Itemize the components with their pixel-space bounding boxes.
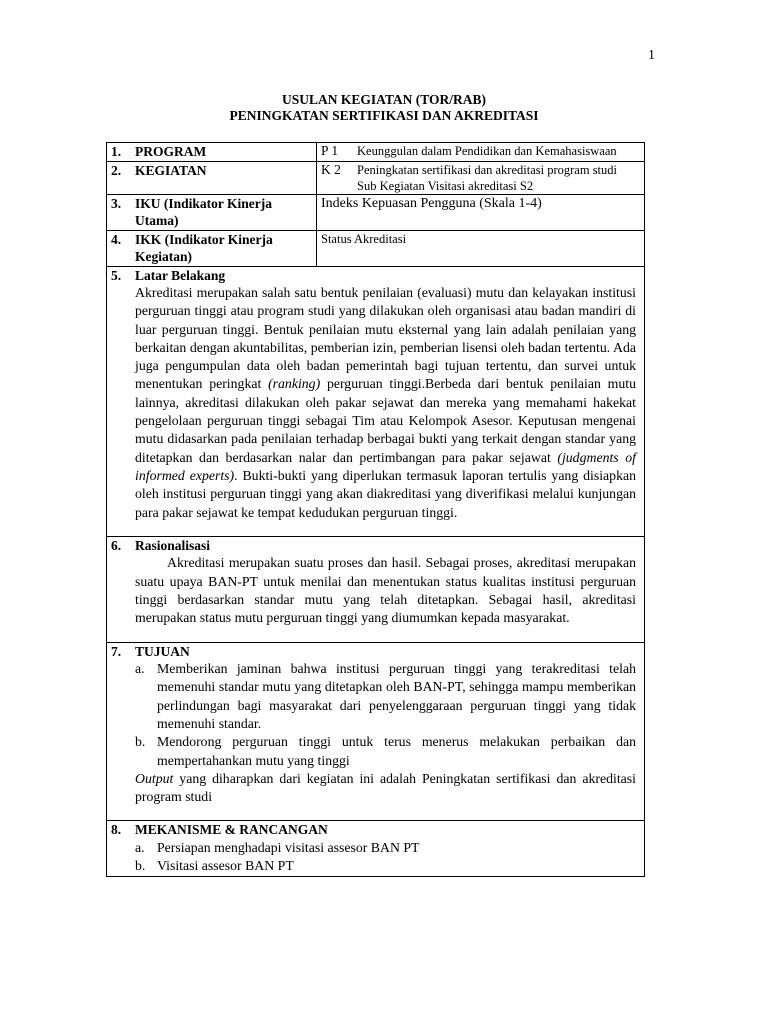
list-item: a. Memberikan jaminan bahwa institusi perguruan tinggi yang terakreditasi telah memenuhi standar mutu yang ditetapkan oleh BAN-PT, sehingga mampu memberikan perlindungan bagi masyarakat dari penyelenggaraan perguruan tinggi yang tidak memenuhi standar. [135, 661, 636, 731]
row-label: PROGRAM [135, 144, 207, 159]
row-number: 3. [111, 195, 122, 211]
title-line-2: PENINGKATAN SERTIFIKASI DAN AKREDITASI [229, 108, 539, 123]
list-item: b. Visitasi assesor BAN PT [135, 858, 294, 874]
row-label: KEGIATAN [135, 162, 207, 178]
row-label: IKK (Indikator Kinerja Kegiatan) [135, 231, 273, 264]
section-mekanisme [107, 821, 645, 876]
row-number: 4. [111, 231, 122, 247]
row-number: 1. [111, 144, 122, 159]
row-kegiatan [107, 161, 645, 194]
row-label: IKU (Indikator Kinerja Utama) [135, 195, 273, 228]
section-number: 8. [111, 822, 122, 838]
section-rasionalisasi [107, 536, 645, 642]
section-heading: Latar Belakang [135, 267, 226, 283]
section-heading: MEKANISME & RANCANGAN [135, 822, 328, 838]
rasionalisasi-text: Akreditasi merupakan suatu proses dan hasil. Sebagai proses, akreditasi merupakan suatu upaya BAN-PT untuk menilai dan menentukan status kualitas institusi perguruan tinggi berdasarkan standar mutu yang telah ditetapkan. Sebagai hasil, akreditasi merupakan status mutu perguruan tinggi yang diumumkan kepada masyarakat. [135, 555, 636, 626]
document-title [0, 92, 768, 124]
sub-kegiatan: Sub Kegiatan Visitasi akreditasi S2 [357, 178, 534, 193]
proposal-table [106, 142, 645, 877]
row-iku [107, 194, 645, 230]
section-number: 5. [111, 267, 122, 283]
section-heading: TUJUAN [135, 643, 190, 659]
row-ikk [107, 230, 645, 266]
kegiatan-code: K 2 [321, 161, 341, 177]
page-number: 1 [648, 48, 655, 63]
program-desc: Keunggulan dalam Pendidikan dan Kemahasiswaan [357, 144, 617, 158]
section-number: 7. [111, 643, 122, 659]
section-tujuan [107, 642, 645, 821]
list-item: a. Persiapan menghadapi visitasi assesor BAN PT [135, 839, 420, 855]
program-code: P 1 [321, 143, 339, 158]
row-program [107, 143, 645, 162]
kegiatan-desc: Peningkatan sertifikasi dan akreditasi program studi [357, 162, 618, 177]
title-line-1: USULAN KEGIATAN (TOR/RAB) [281, 92, 487, 107]
output-text: Output yang diharapkan dari kegiatan ini adalah Peningkatan sertifikasi dan akreditasi program studi [135, 770, 636, 805]
iku-value: Indeks Kepuasan Pengguna (Skala 1-4) [317, 194, 645, 230]
list-item: b. Mendorong perguruan tinggi untuk terus menerus melakukan perbaikan dan mempertahankan mutu yang tinggi [135, 734, 636, 768]
ikk-value: Status Akreditasi [317, 230, 645, 266]
section-number: 6. [111, 537, 122, 553]
section-latar-belakang [107, 266, 645, 536]
latar-belakang-text: Akreditasi merupakan salah satu bentuk penilaian (evaluasi) mutu dan kelayakan institusi perguruan tinggi atau program studi yang dilakukan oleh organisasi atau badan mandiri di luar perguruan tinggi. Bentuk penilaian mutu eksternal yang lain adalah penilaian yang berkaitan dengan akuntabilitas, pemberian izin, pemberian lisensi oleh badan tertentu. Ada juga pengumpulan data oleh badan pemerintah bagi tujuan tertentu, dan survei untuk menentukan peringkat (ranking) perguruan tinggi.Berbeda dari bentuk penilaian mutu lainnya, akreditasi dilakukan oleh pakar sejawat dan mereka yang memahami hakekat pengelolaan perguruan tinggi sebagai Tim atau Kelompok Asesor. Keputusan mengenai mutu didasarkan pada penilaian terhadap berbagai bukti yang terkait dengan standar yang ditetapkan dan berdasarkan nalar dan pertimbangan para pakar sejawat (judgments of informed experts). Bukti-bukti yang diperlukan termasuk laporan tertulis yang disiapkan oleh institusi perguruan tinggi yang akan diakreditasi yang diverifikasi melalui kunjungan para pakar sejawat ke tempat kedudukan perguruan tinggi. [135, 285, 636, 520]
section-heading: Rasionalisasi [135, 537, 211, 553]
row-number: 2. [111, 162, 122, 178]
